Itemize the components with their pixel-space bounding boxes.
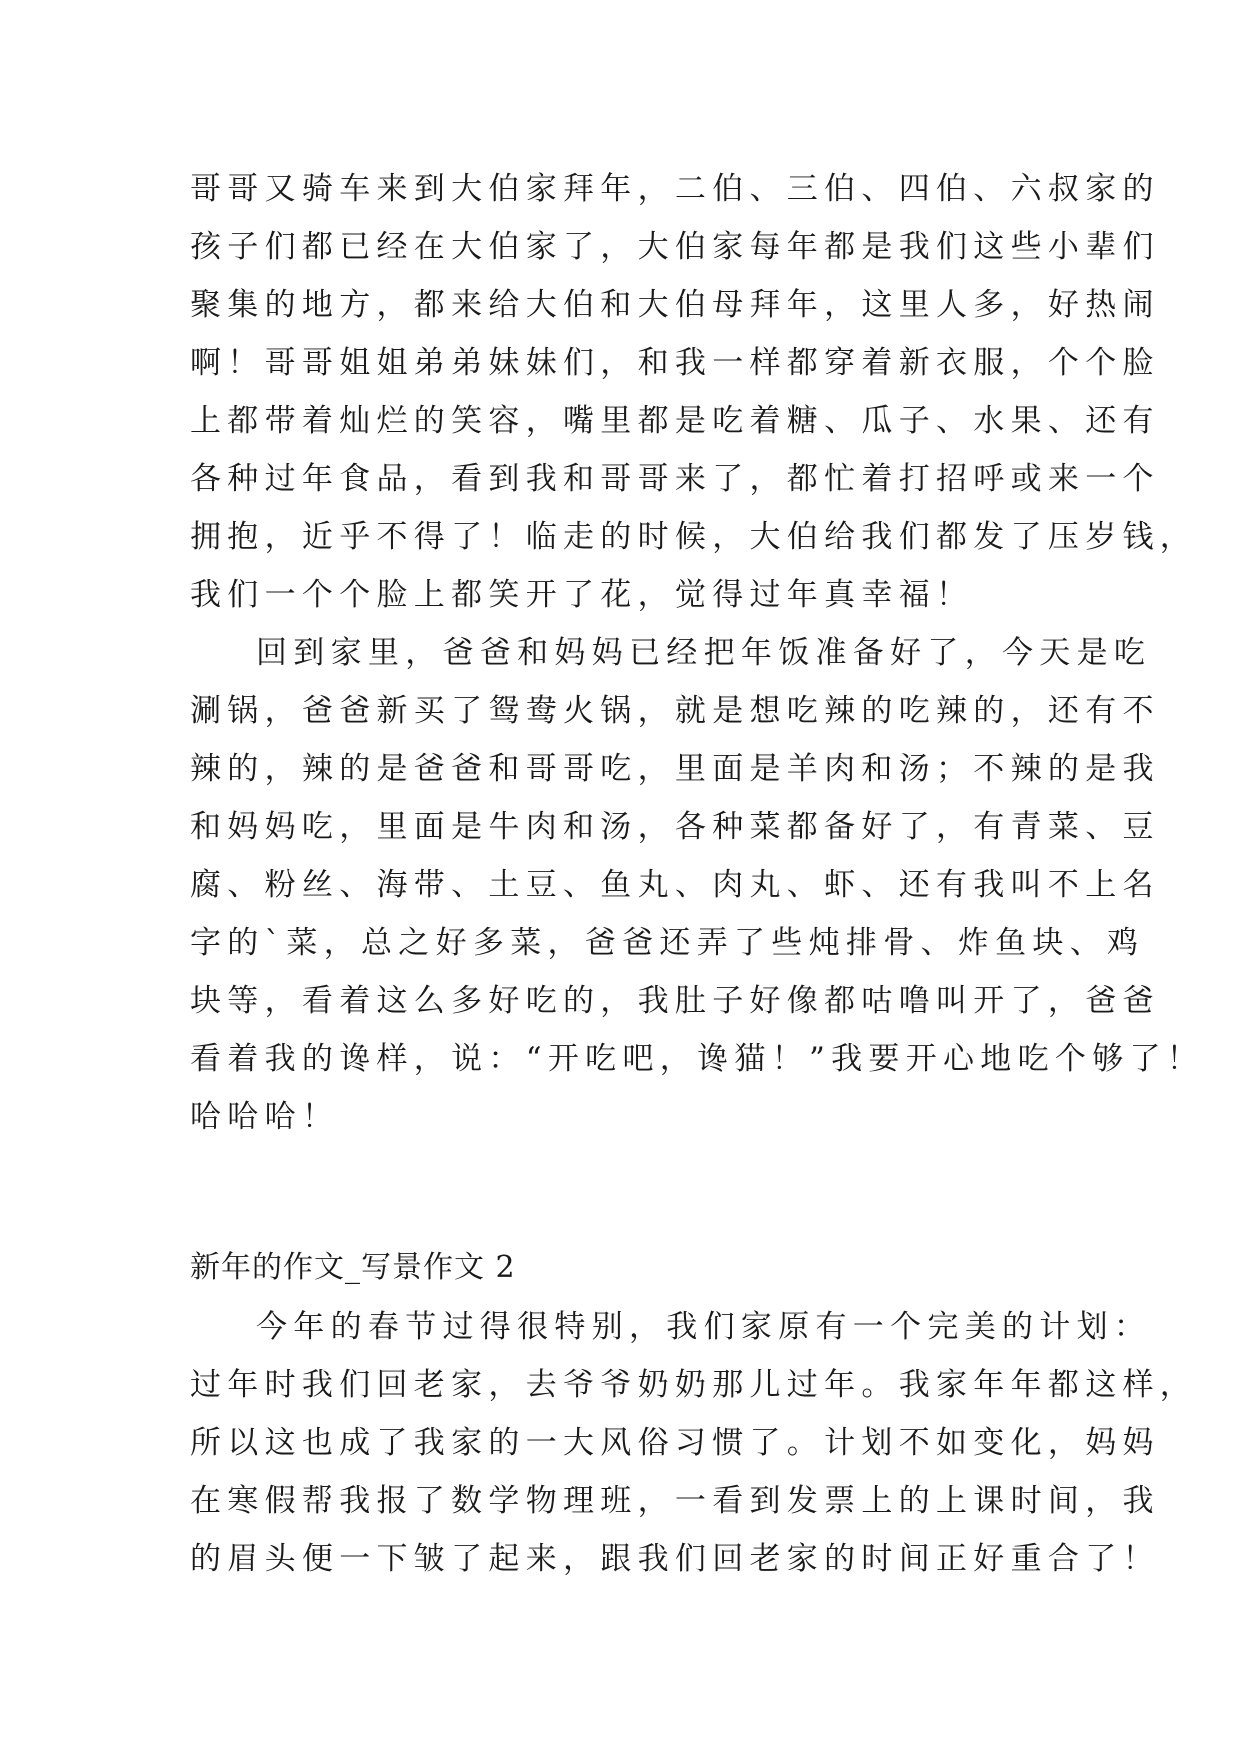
text-line: 所以这也成了我家的一大风俗习惯了。计划不如变化，妈妈 (190, 1425, 1160, 1461)
text-line: 辣的，辣的是爸爸和哥哥吃，里面是羊肉和汤；不辣的是我 (190, 751, 1160, 787)
text-line: 聚集的地方，都来给大伯和大伯母拜年，这里人多，好热闹 (190, 287, 1160, 323)
paragraph-2 (190, 624, 1205, 1146)
text-line: 哥哥又骑车来到大伯家拜年，二伯、三伯、四伯、六叔家的 (190, 171, 1160, 207)
document-page (190, 160, 1205, 1588)
text-line: 回到家里，爸爸和妈妈已经把年饭准备好了，今天是吃 (256, 635, 1152, 671)
paragraph-3 (190, 1298, 1198, 1588)
text-line: 啊！哥哥姐姐弟弟妹妹们，和我一样都穿着新衣服，个个脸 (190, 345, 1160, 381)
text-line: 字的`菜，总之好多菜，爸爸还弄了些炖排骨、炸鱼块、鸡 (190, 925, 1145, 961)
text-line: 块等，看着这么多好吃的，我肚子好像都咕噜叫开了，爸爸 (190, 983, 1160, 1019)
section-gap (190, 1146, 1070, 1238)
text-line: 在寒假帮我报了数学物理班，一看到发票上的上课时间，我 (190, 1483, 1160, 1519)
text-line: 今年的春节过得很特别，我们家原有一个完美的计划： (256, 1309, 1152, 1345)
text-line: 腐、粉丝、海带、土豆、鱼丸、肉丸、虾、还有我叫不上名 (190, 867, 1160, 903)
text-line: 哈哈哈！ (190, 1099, 340, 1135)
text-line: 看着我的谗样，说：“开吃吧，谗猫！”我要开心地吃个够了！ (190, 1041, 1205, 1077)
text-line: 拥抱，近乎不得了！临走的时候，大伯给我们都发了压岁钱， (190, 519, 1198, 555)
text-line: 各种过年食品，看到我和哥哥来了，都忙着打招呼或来一个 (190, 461, 1160, 497)
text-line: 上都带着灿烂的笑容，嘴里都是吃着糖、瓜子、水果、还有 (190, 403, 1160, 439)
section-heading: 新年的作文_写景作文 2 (190, 1250, 516, 1285)
paragraph-1 (190, 160, 1198, 624)
text-line: 和妈妈吃，里面是牛肉和汤，各种菜都备好了，有青菜、豆 (190, 809, 1160, 845)
text-line: 涮锅，爸爸新买了鸳鸯火锅，就是想吃辣的吃辣的，还有不 (190, 693, 1160, 729)
text-line: 过年时我们回老家，去爷爷奶奶那儿过年。我家年年都这样， (190, 1367, 1198, 1403)
text-line: 我们一个个脸上都笑开了花，觉得过年真幸福！ (190, 577, 974, 613)
text-line: 孩子们都已经在大伯家了，大伯家每年都是我们这些小辈们 (190, 229, 1160, 265)
text-line: 的眉头便一下皱了起来，跟我们回老家的时间正好重合了！ (190, 1541, 1160, 1577)
